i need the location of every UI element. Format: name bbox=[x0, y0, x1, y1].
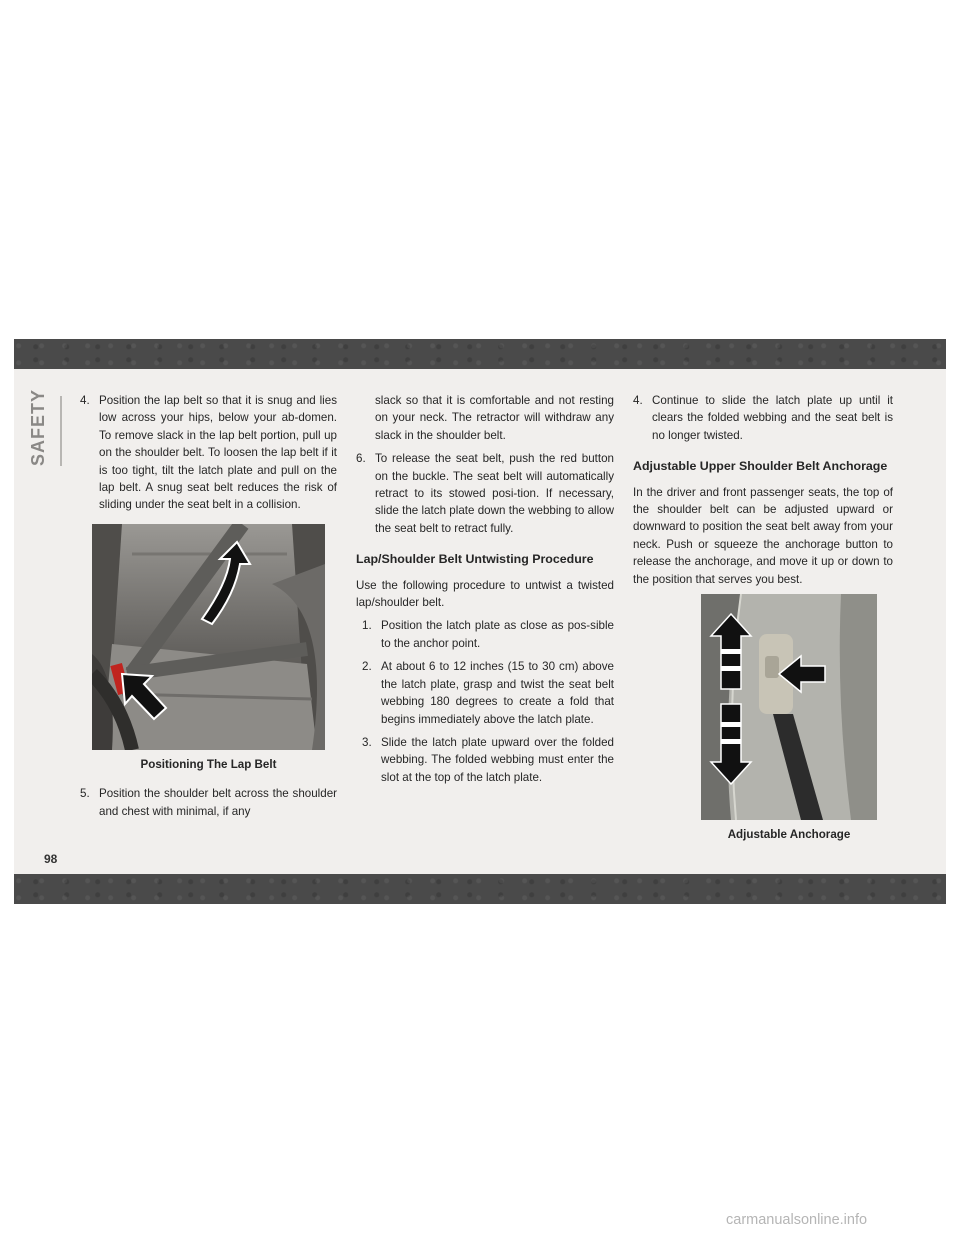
list-number: 4. bbox=[80, 394, 90, 407]
section-tab-rule bbox=[60, 396, 62, 466]
list-number: 6. bbox=[356, 452, 366, 466]
list-item bbox=[356, 450, 614, 537]
list-text: To release the seat belt, push the red button on the buckle. The seat belt will automatically retract to its stowed posi-tion. If necessary, slide the latch plate down the webbing to allow the seat belt to retract fully. bbox=[375, 452, 614, 535]
figure-lap-belt bbox=[92, 524, 325, 773]
list-item bbox=[80, 392, 337, 514]
list-item bbox=[362, 658, 614, 728]
lap-belt-illustration bbox=[92, 524, 325, 750]
figure-caption: Positioning The Lap Belt bbox=[140, 757, 277, 771]
anchorage-illustration bbox=[701, 594, 877, 820]
column-3 bbox=[633, 392, 893, 843]
paragraph: In the driver and front passenger seats, the top of the shoulder belt can be adjusted upward or downward to position the seat belt away from your neck. Push or squeeze the anchorage button to release the anchorage, and move it up or down to the position that serves you best. bbox=[633, 485, 893, 586]
list-number: 3. bbox=[362, 735, 372, 749]
column-1 bbox=[80, 392, 337, 826]
list-item bbox=[362, 734, 614, 786]
top-texture-band bbox=[14, 339, 946, 369]
bottom-texture-band bbox=[14, 874, 946, 904]
list-number: 4. bbox=[633, 394, 643, 407]
column-2 bbox=[356, 392, 614, 792]
anchorage-photo bbox=[701, 594, 877, 820]
page-number: 98 bbox=[44, 852, 58, 866]
list-number: 1. bbox=[362, 619, 372, 633]
list-item bbox=[633, 392, 893, 444]
list-text: Position the lap belt so that it is snug and lies low across your hips, below your ab-domen. To remove slack in the lap belt portion, pull up on the shoulder belt. To loosen the lap belt if it is too tight, tilt the latch plate and pull on the lap belt. A snug seat belt reduces the risk of sliding under the seat belt in a collision. bbox=[99, 394, 337, 512]
list-item bbox=[362, 617, 614, 652]
list-text: At about 6 to 12 inches (15 to 30 cm) above the latch plate, grasp and twist the seat belt webbing 180 degrees to create a fold that begins immediately above the latch plate. bbox=[381, 660, 614, 726]
list-text: Position the shoulder belt across the shoulder and chest with minimal, if any bbox=[99, 787, 337, 818]
figure-caption: Adjustable Anchorage bbox=[727, 828, 851, 842]
section-tab bbox=[16, 382, 64, 466]
watermark: carmanualsonline.info bbox=[726, 1212, 868, 1228]
list-text: Position the latch plate as close as pos-sible to the anchor point. bbox=[381, 619, 614, 650]
list-number: 5. bbox=[80, 787, 90, 801]
list-number: 2. bbox=[362, 660, 372, 674]
section-heading: Adjustable Upper Shoulder Belt Anchorage bbox=[633, 459, 888, 474]
lap-belt-photo bbox=[92, 524, 325, 750]
list-item-continuation: slack so that it is comfortable and not resting on your neck. The retractor will withdraw any slack in the shoulder belt. bbox=[375, 394, 614, 442]
section-heading: Lap/Shoulder Belt Untwisting Procedure bbox=[356, 552, 594, 567]
figure-adjustable-anchorage bbox=[701, 594, 877, 843]
paragraph: Use the following procedure to untwist a twisted lap/shoulder belt. bbox=[356, 578, 614, 610]
list-text: Slide the latch plate upward over the folded webbing. The folded webbing must enter the slot at the top of the latch plate. bbox=[381, 735, 614, 784]
list-item bbox=[80, 785, 337, 820]
section-label: SAFETY bbox=[28, 388, 48, 466]
list-text: Continue to slide the latch plate up until it clears the folded webbing and the seat belt is no longer twisted. bbox=[652, 394, 893, 442]
